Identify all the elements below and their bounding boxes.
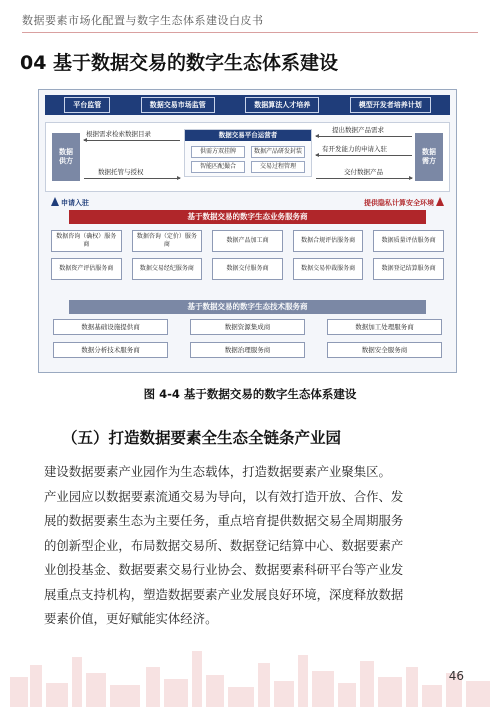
operator-chip: 交易过程管理 (251, 161, 305, 173)
body-paragraph (44, 460, 460, 632)
flow-arrow (316, 178, 412, 179)
header-divider (22, 32, 478, 33)
tech-provider: 数据分析技术服务商 (53, 342, 168, 358)
privacy-env-label: 提供隐私计算安全环境 (364, 199, 434, 207)
page-number: 46 (448, 669, 464, 683)
body-line: 展的数据要素生态为主要任务，重点培育提供数据交易全周期服务 (44, 513, 404, 528)
up-arrow-icon (51, 197, 59, 206)
body-line: 要素价值，更好赋能实体经济。 (44, 611, 218, 626)
tech-provider: 数据基础设施提供商 (53, 319, 168, 335)
flow-arrow (84, 178, 180, 179)
tech-provider: 数据安全服务商 (327, 342, 442, 358)
tech-provider: 数据资源集成商 (190, 319, 305, 335)
entrust-label: 有开发能力的申请入驻 (322, 145, 387, 153)
flow-arrow (316, 155, 412, 156)
business-provider: 数据咨询（确权）服务商 (51, 230, 122, 252)
ecosystem-diagram (38, 89, 457, 373)
chapter-title: 04 基于数据交易的数字生态体系建设 (20, 52, 339, 74)
entry-row (39, 195, 456, 211)
platform-operator-box (184, 129, 312, 177)
body-line: 的创新型企业，布局数据交易所、数据登记结算中心、数据要素产 (44, 537, 404, 553)
hosting-label: 数据托管与授权 (98, 168, 144, 176)
business-provider: 数据咨询（定价）服务商 (132, 230, 203, 252)
operator-chip: 供需方双挂牌 (191, 146, 245, 158)
business-provider: 数据登记结算服务商 (373, 258, 444, 280)
business-providers-title: 基于数据交易的数字生态业务服务商 (69, 210, 426, 224)
business-provider: 数据资产评估服务商 (51, 258, 122, 280)
flow-arrow (316, 136, 412, 137)
business-provider: 数据合规评估服务商 (293, 230, 364, 252)
tech-provider: 数据加工处理服务商 (327, 319, 442, 335)
city-skyline-decoration (0, 637, 500, 707)
body-line: 建设数据要素产业园作为生态载体，打造数据要素产业聚集区。 (44, 464, 391, 479)
top-item: 数据交易市场监管 (141, 97, 215, 113)
body-line: 业创投基金、数据要素交易行业协会、数据要素科研平台等产业发 (44, 562, 404, 577)
business-provider: 数据交易经纪服务商 (132, 258, 203, 280)
apply-entry-label: 申请入驻 (61, 199, 89, 207)
figure-caption: 图 4-4 基于数据交易的数字生态体系建设 (143, 387, 357, 401)
business-providers-grid (47, 230, 448, 280)
deliver-label: 交付数据产品 (344, 168, 383, 176)
data-demander-box: 数据 需方 (415, 133, 443, 181)
tech-providers-grid (53, 319, 442, 358)
operator-chip: 智能匹配撮合 (191, 161, 245, 173)
top-item: 模型开发者培养计划 (350, 97, 431, 113)
data-supplier-box: 数据 供方 (52, 133, 80, 181)
business-provider: 数据质量评估服务商 (373, 230, 444, 252)
top-item: 数据算法人才培养 (245, 97, 319, 113)
operator-chip: 数据产品研发封装 (251, 146, 305, 158)
catalog-search-label: 根据需求检索数据目录 (86, 130, 151, 138)
operator-title: 数据交易平台运营者 (185, 130, 311, 141)
business-provider: 数据交付服务商 (212, 258, 283, 280)
section-heading: （五）打造数据要素全生态全链条产业园 (62, 429, 342, 447)
tech-provider: 数据治理服务商 (190, 342, 305, 358)
business-provider: 数据产品加工商 (212, 230, 283, 252)
running-header: 数据要素市场化配置与数字生态体系建设白皮书 (22, 14, 264, 27)
flow-arrow (84, 140, 180, 141)
tech-providers-title: 基于数据交易的数字生态技术服务商 (69, 300, 426, 314)
product-demand-label: 提出数据产品需求 (332, 126, 384, 134)
body-line: 展重点支持机构，塑造数据要素产业发展良好环境，深度释放数据 (44, 586, 404, 602)
trading-flow-panel (45, 122, 450, 192)
business-provider: 数据交易仲裁服务商 (293, 258, 364, 280)
supervision-bar (45, 95, 450, 115)
up-arrow-icon (436, 197, 444, 206)
body-line: 产业园应以数据要素流通交易为导向，以有效打造开放、合作、发 (44, 488, 404, 504)
top-item: 平台监管 (64, 97, 110, 113)
